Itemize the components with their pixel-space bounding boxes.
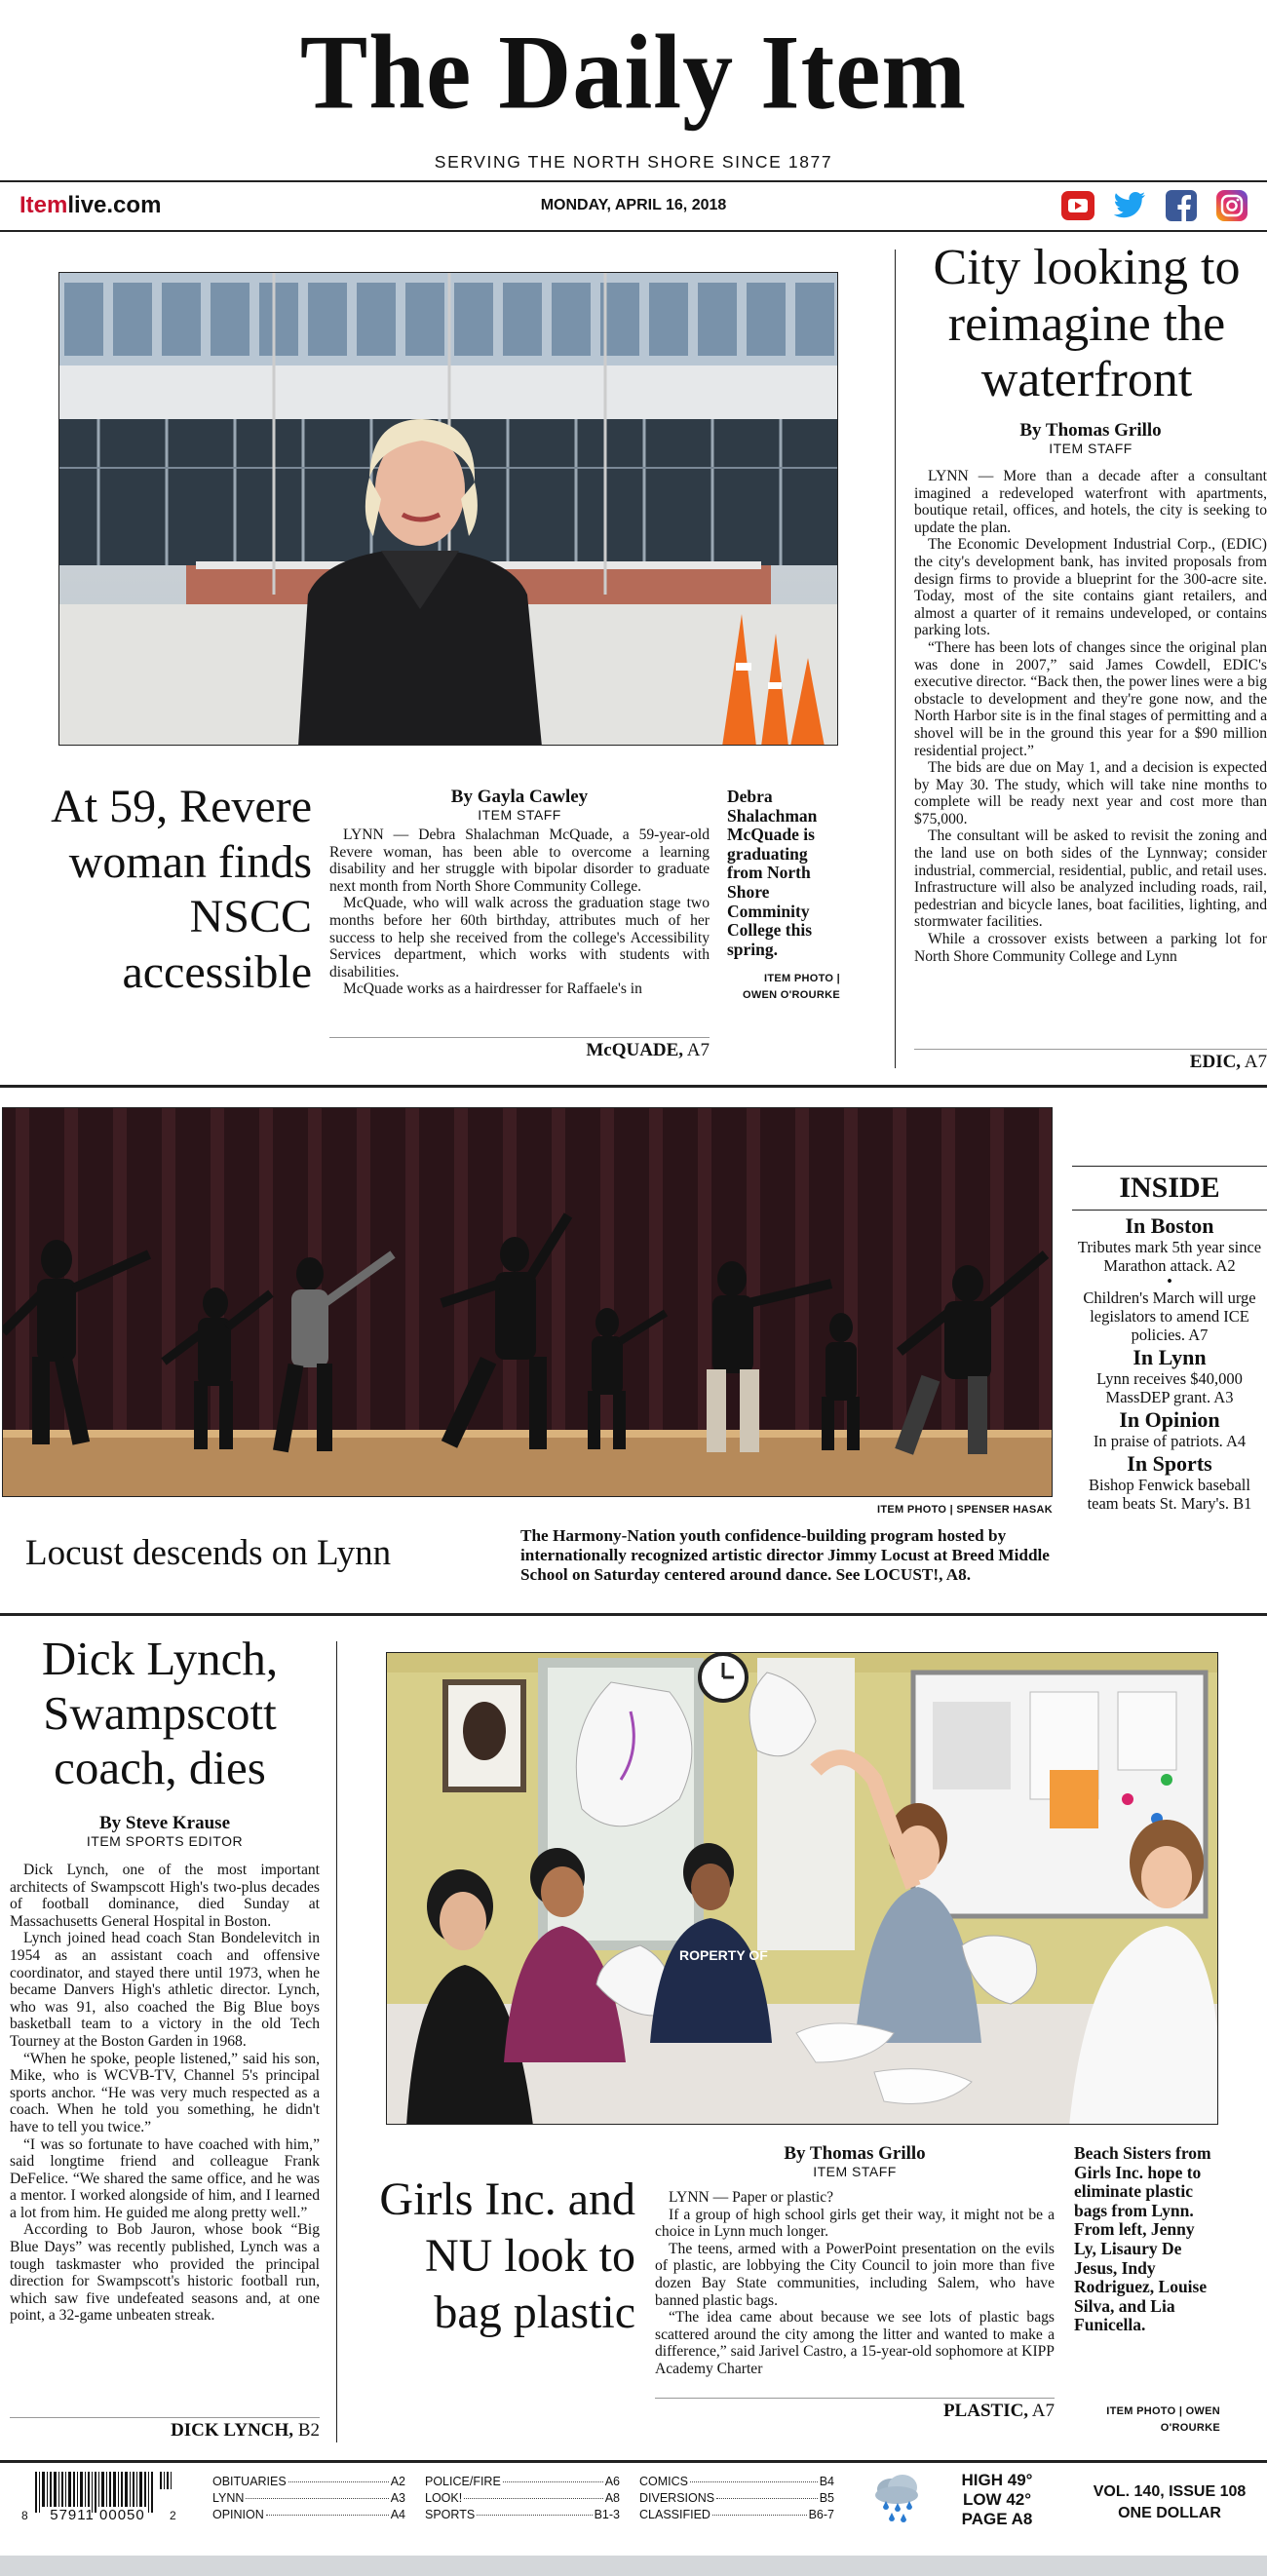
plastic-byline: By Thomas Grillo [784, 2143, 926, 2164]
svg-text:ROPERTY OF: ROPERTY OF [679, 1947, 768, 1963]
mcquade-body [329, 827, 710, 1031]
locust-headline[interactable]: Locust descends on Lynn [25, 1533, 392, 1573]
locust-photo [2, 1107, 1053, 1497]
waterfront-paragraph: The consultant will be asked to revisit the zoning and the land use on both sides of the Lynnway; consider industrial, commercial, residential, public, and retail uses. Infrastructure will also be analyzed including roads, rail, pedestrian and bicycle lanes, boat facilities, lighting, and stormwater facilities. [914, 827, 1267, 931]
inside-lynn-item[interactable]: Lynn receives $40,000 MassDEP grant. A3 [1096, 1369, 1243, 1406]
issue-date: MONDAY, APRIL 16, 2018 [540, 197, 727, 213]
weather-low: LOW 42° [962, 2490, 1032, 2509]
plastic-jump-name: PLASTIC, [942, 2401, 1029, 2421]
index-item[interactable] [212, 2507, 405, 2523]
masthead-title: The Daily Item [299, 14, 968, 132]
weather-page: PAGE A8 [961, 2510, 1033, 2528]
mcquade-byline: By Gayla Cawley [450, 787, 589, 807]
lynch-jump[interactable] [10, 2417, 320, 2441]
barcode [21, 2472, 177, 2526]
index-item[interactable] [425, 2490, 620, 2507]
plastic-photo-credit [1074, 2403, 1220, 2437]
lynch-jump-name: DICK LYNCH, [171, 2420, 294, 2441]
lynch-paragraph: According to Bob Jauron, whose book “Big Blue Days” was recently published, Lynch was a tough taskmaster who provided the principal direction for Swampscott's historic football run, which saw five undefeated seasons and, at one point, a 32-game unbeaten streak. [10, 2221, 320, 2325]
index-page: B4 [819, 2475, 834, 2488]
price: ONE DOLLAR [1118, 2505, 1221, 2521]
waterfront-paragraph: “There has been lots of changes since the original plan was done in 2007,” said James Cowdell, EDIC's executive director. “Back then, the power lines were a big obstacle to development and they're gone now, and the North Harbor site is in the final stages of permitting and a shovel will be in the ground this year for a $90 million residential project.” [914, 638, 1267, 759]
index-page: A3 [390, 2491, 405, 2505]
mcquade-staff: ITEM STAFF [478, 807, 561, 823]
plastic-paragraph: “The idea came about because we see lots of plastic bags scattered around the city among the litter and wanted to make a difference,” said Jarivel Castro, a 15-year-old sophomore at KIPP Academy Charter [655, 2309, 1055, 2377]
mcquade-cutline: Debra Shalachman McQuade is graduating from North Shore Comminity College this spring. [727, 787, 818, 959]
lynch-paragraph: “When he spoke, people listened,” said his son, Mike, who is WCVB-TV, Channel 5's principal sports anchor. “He was very much respected as a coach. When he told you something, he didn't have to tell you twice.” [10, 2050, 320, 2135]
plastic-cutline: Beach Sisters from Girls Inc. hope to eliminate plastic bags from Lynn. From left, Jenny Ly, Lisaury De Jesus, Indy Rodriguez, Louise Silva, and Lia Funicella. [1074, 2143, 1211, 2335]
waterfront-byline-block [914, 421, 1267, 456]
plastic-paragraph: If a group of high school girls get their way, it might not be a choice in Lynn much longer. [655, 2206, 1055, 2241]
index-col-3 [639, 2474, 834, 2523]
twitter-icon[interactable] [1112, 189, 1147, 222]
inside-sports-item[interactable]: Bishop Fenwick baseball team beats St. Mary's. B1 [1087, 1476, 1252, 1513]
index-name: COMICS [639, 2475, 688, 2488]
masthead-tagline: SERVING THE NORTH SHORE SINCE 1877 [434, 152, 833, 172]
youtube-icon[interactable] [1061, 191, 1094, 220]
index-name: LOOK! [425, 2491, 463, 2505]
lynch-body [10, 1862, 320, 2411]
plastic-photo [386, 1652, 1218, 2125]
index-item[interactable] [212, 2490, 405, 2507]
waterfront-jump-page: A7 [1244, 1052, 1267, 1072]
plastic-staff: ITEM STAFF [813, 2164, 897, 2179]
index-name: SPORTS [425, 2508, 476, 2521]
inside-box [1072, 1166, 1267, 1513]
index-page: A4 [390, 2508, 405, 2521]
mcquade-headline[interactable]: At 59, Revere woman finds NSCC accessible [51, 781, 312, 998]
lynch-headline[interactable]: Dick Lynch, Swampscott coach, dies [41, 1632, 279, 1794]
plastic-paragraph: LYNN — Paper or plastic? [669, 2189, 834, 2206]
footer-rule [0, 2460, 1267, 2463]
index-page: A6 [604, 2475, 620, 2488]
plastic-paragraph: The teens, armed with a PowerPoint presentation on the evils of plastic, are lobbying the City Council to join more than five dozen Bay State communities, including Salem, who have banned plastic bags. [655, 2240, 1055, 2309]
index-item[interactable] [425, 2474, 620, 2490]
index-page: B6-7 [808, 2508, 834, 2521]
mcquade-credit-2: OWEN O'ROURKE [742, 989, 840, 1001]
waterfront-headline[interactable]: City looking to reimagine the waterfront [933, 240, 1241, 407]
mcquade-photo-credit [727, 971, 840, 1004]
section-rule-1 [0, 1085, 1267, 1088]
inside-boston-item[interactable]: Children's March will urge legislators to amend ICE policies. A7 [1083, 1288, 1256, 1344]
index-item[interactable] [212, 2474, 405, 2490]
column-rule-bottom [336, 1641, 337, 2442]
lynch-paragraph: “I was so fortunate to have coached with him,” said longtime friend and colleague Frank DeFelice. “We shared the same office, and he was a mentor. I worked alongside of him, and I learned a lot from him. He guided me along pretty well.” [10, 2135, 320, 2221]
lynch-staff: ITEM SPORTS EDITOR [86, 1833, 244, 1849]
bullet-separator: • [1167, 1272, 1172, 1290]
bottom-band [0, 2556, 1267, 2576]
inside-sports-head[interactable]: In Sports [1127, 1451, 1212, 1476]
mcquade-byline-block [329, 788, 710, 823]
waterfront-jump[interactable] [914, 1049, 1267, 1073]
index-name: LYNN [212, 2491, 245, 2505]
index-item[interactable] [639, 2474, 834, 2490]
waterfront-byline: By Thomas Grillo [1019, 420, 1162, 441]
inside-opinion-head[interactable]: In Opinion [1119, 1407, 1220, 1432]
lynch-byline-block [10, 1814, 320, 1849]
plastic-jump-page: A7 [1031, 2401, 1055, 2421]
index-page: A8 [604, 2491, 620, 2505]
waterfront-body [914, 468, 1267, 1043]
mcquade-photo [58, 272, 838, 746]
mcquade-paragraph: McQuade, who will walk across the graduation stage two months before her 60th birthday, attributes much of her success to help she received from the college's Accessibility Services department, which works with students with disabilities. [329, 895, 710, 980]
waterfront-paragraph: The Economic Development Industrial Corp., (EDIC) the city's development bank, has invited proposals from design firms to provide a blueprint for the 300-acre site. Today, most of the site contains giant retailers, and almost a quarter of it remains undeveloped, or contains parking lots. [914, 536, 1267, 639]
index-name: OPINION [212, 2508, 264, 2521]
volume-issue: VOL. 140, ISSUE 108 [1093, 2483, 1247, 2500]
lynch-byline: By Steve Krause [98, 1813, 231, 1833]
index-item[interactable] [639, 2490, 834, 2507]
facebook-icon[interactable] [1166, 190, 1197, 221]
waterfront-staff: ITEM STAFF [1049, 441, 1133, 456]
inside-boston-item[interactable]: Tributes mark 5th year since Marathon attack. A2 [1077, 1238, 1262, 1275]
plastic-credit-2: O'ROURKE [1160, 2422, 1220, 2434]
plastic-headline[interactable]: Girls Inc. and NU look to bag plastic [379, 2173, 635, 2338]
locust-cutline: The Harmony-Nation youth confidence-building program hosted by internationally recognized artistic director Jimmy Locust at Breed Middle School on Saturday centered around dance. See LOCUST!, A8. [520, 1526, 1050, 1584]
mcquade-jump-name: McQUADE, [586, 1040, 684, 1060]
barcode-left-digit: 8 [21, 2509, 28, 2522]
mcquade-jump[interactable] [329, 1037, 710, 1061]
weather-high: HIGH 49° [961, 2471, 1033, 2489]
index-page: B1-3 [594, 2508, 620, 2521]
instagram-icon[interactable] [1216, 190, 1248, 221]
index-name: CLASSIFIED [639, 2508, 710, 2521]
issue-info [1082, 2481, 1257, 2524]
barcode-digits: 57911 00050 [50, 2507, 145, 2523]
mcquade-credit-1: ITEM PHOTO | [764, 973, 840, 984]
column-rule-top [895, 250, 896, 1068]
site-link-red: Item [19, 192, 68, 218]
waterfront-paragraph: The bids are due on May 1, and a decision is expected by May 30. The study, which will take nine months to complete will be ready next year and cost more than $75,000. [914, 759, 1267, 827]
locust-photo-credit: ITEM PHOTO | SPENSER HASAK [877, 1504, 1053, 1516]
index-name: DIVERSIONS [639, 2491, 715, 2505]
lynch-paragraph: Dick Lynch, one of the most important architects of Swampscott High's two-plus decades of football dominance, died Sunday at Massachusetts General Hospital in Boston. [10, 1862, 320, 1930]
mcquade-paragraph: McQuade works as a hairdresser for Raffaele's in [343, 980, 642, 998]
index-col-2 [425, 2474, 620, 2523]
waterfront-jump-name: EDIC, [1189, 1052, 1242, 1072]
index-col-1 [212, 2474, 405, 2523]
site-link-black: live.com [67, 192, 162, 218]
waterfront-paragraph: LYNN — More than a decade after a consultant imagined a redeveloped waterfront with apartments, boutique retail, offices, and hotels, the city is seeking to update the plan. [914, 468, 1267, 536]
waterfront-paragraph: While a crossover exists between a parking lot for North Shore Community College and Lynn [914, 931, 1267, 965]
plastic-credit-1: ITEM PHOTO | OWEN [1106, 2405, 1220, 2417]
index-name: POLICE/FIRE [425, 2475, 501, 2488]
mcquade-paragraph: LYNN — Debra Shalachman McQuade, a 59-year-old Revere woman, has been able to overcome a learning disability and her struggle with bipolar disorder to graduate next month from North Shore Community College. [329, 827, 710, 895]
masthead-rule-top [0, 180, 1267, 182]
index-item[interactable] [639, 2507, 834, 2523]
plastic-byline-block [655, 2144, 1055, 2179]
inside-opinion-item[interactable]: In praise of patriots. A4 [1093, 1432, 1247, 1450]
rain-cloud-icon [867, 2468, 926, 2526]
lynch-paragraph: Lynch joined head coach Stan Bondelevitch in 1954 as an assistant coach and offensive coordinator, and stayed there until 1973, when he became Danvers High's athletic director. Lynch, who was 91, also coached the Big Blue boys basketball team to a victory in the old Tech Tourney at the Boston Garden in 1968. [10, 1930, 320, 2050]
inside-boston-head[interactable]: In Boston [1125, 1213, 1214, 1238]
masthead-rule-bottom [0, 230, 1267, 232]
index-page: A2 [390, 2475, 405, 2488]
mcquade-jump-page: A7 [686, 1040, 710, 1060]
section-rule-2 [0, 1613, 1267, 1616]
index-page: B5 [819, 2491, 834, 2505]
plastic-body [655, 2189, 1055, 2394]
index-item[interactable] [425, 2507, 620, 2523]
plastic-jump[interactable] [655, 2398, 1055, 2422]
inside-title: INSIDE [1072, 1166, 1267, 1211]
index-name: OBITUARIES [212, 2475, 287, 2488]
lynch-jump-page: B2 [297, 2420, 320, 2441]
barcode-right-digit: 2 [170, 2509, 176, 2522]
weather-block [943, 2471, 1051, 2529]
inside-lynn-head[interactable]: In Lynn [1133, 1345, 1207, 1369]
